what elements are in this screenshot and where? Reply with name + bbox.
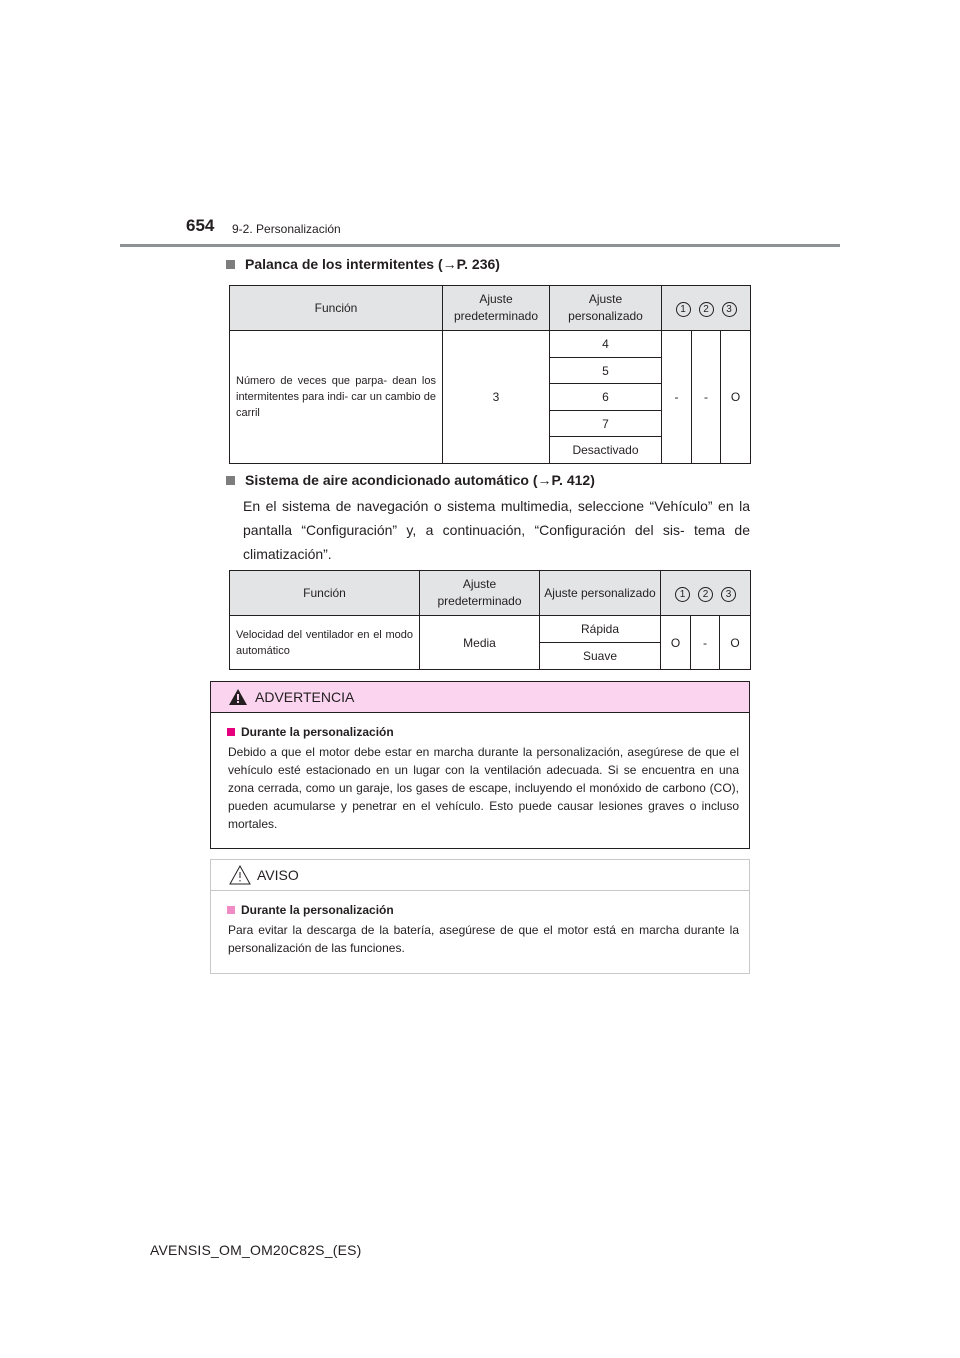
footer-code: AVENSIS_OM_OM20C82S_(ES) [150,1242,362,1258]
header-cell-function: Función [230,571,420,616]
warning-header [211,682,749,713]
caution-triangle-icon [229,865,251,885]
warning-title: ADVERTENCIA [255,689,355,705]
warning-subheading-text: Durante la personalización [241,725,394,739]
climate-table [229,570,751,670]
notice-text: Para evitar la descarga de la batería, asegúrese de que el motor está en marcha durante la personalización de las funciones. [228,923,739,955]
header-cell-function: Función [230,286,443,331]
notice-header [211,860,749,891]
notice-box [210,859,750,974]
section-heading-text: Sistema de aire acondicionado automático (→P. 412) [245,472,595,488]
header-cell-default: Ajuste predeterminado [420,571,540,616]
warning-body [211,713,749,845]
header-cell-markers [662,286,751,331]
bullet-square-icon [226,476,235,485]
circled-3-icon: 3 [721,587,736,602]
custom-cell: 7 [550,411,662,437]
default-cell: 3 [443,331,550,464]
custom-cell: 5 [550,358,662,384]
table-row [230,331,751,358]
section-heading-climate [226,472,595,488]
table-row [230,616,751,643]
notice-subheading [227,901,739,919]
bullet-square-icon [226,260,235,269]
default-cell: Media [420,616,540,670]
mark-cell-2: - [691,616,720,670]
table-header-row [230,286,751,331]
function-cell: Número de veces que parpa- dean los intermitentes para indi- car un cambio de carril [230,331,443,464]
circled-2-icon: 2 [698,587,713,602]
section-heading-turn-signal [226,256,500,272]
bullet-square-icon [227,906,235,914]
notice-body [211,891,749,969]
warning-subheading [227,723,739,741]
header-cell-custom: Ajuste personalizado [550,286,662,331]
page-number: 654 [186,216,215,235]
header-rule [120,244,840,247]
chapter-title: 9-2. Personalización [232,222,341,236]
climate-instructions: En el sistema de navegación o sistema multimedia, seleccione “Vehículo” en la pantalla “Configuración” y, a continuación, “Configuración del sis- tema de climatización”. [243,498,750,562]
custom-cell: 6 [550,384,662,411]
circled-3-icon: 3 [722,302,737,317]
mark-cell-2: - [692,331,721,464]
warning-box [210,681,750,849]
circled-1-icon: 1 [676,302,691,317]
warning-triangle-icon [229,689,247,705]
mark-cell-3: O [720,616,751,670]
section-heading-text: Palanca de los intermitentes (→P. 236) [245,256,500,272]
circled-2-icon: 2 [699,302,714,317]
custom-cell: Suave [540,643,661,670]
function-cell: Velocidad del ventilador en el modo automático [230,616,420,670]
notice-title: AVISO [257,867,299,883]
notice-subheading-text: Durante la personalización [241,903,394,917]
table-header-row [230,571,751,616]
mark-cell-1: O [661,616,691,670]
header-cell-custom: Ajuste personalizado [540,571,661,616]
custom-cell: 4 [550,331,662,358]
custom-cell: Desactivado [550,437,662,464]
custom-cell: Rápida [540,616,661,643]
mark-cell-3: O [721,331,751,464]
warning-text: Debido a que el motor debe estar en marcha durante la personalización, asegúrese de que el vehículo esté estacionado en un lugar con la ventilación adecuada. Si se encuentra en una zona cerrada, como un garaje, los gases de escape, incluyendo el monóxido de carbono (CO), pueden acumularse y penetrar en el vehículo. Esto puede causar lesiones graves o incluso mortales. [228,745,739,831]
circled-1-icon: 1 [675,587,690,602]
mark-cell-1: - [662,331,692,464]
turn-signal-table [229,285,751,464]
header-cell-default: Ajuste predeterminado [443,286,550,331]
header-cell-markers [661,571,751,616]
bullet-square-icon [227,728,235,736]
